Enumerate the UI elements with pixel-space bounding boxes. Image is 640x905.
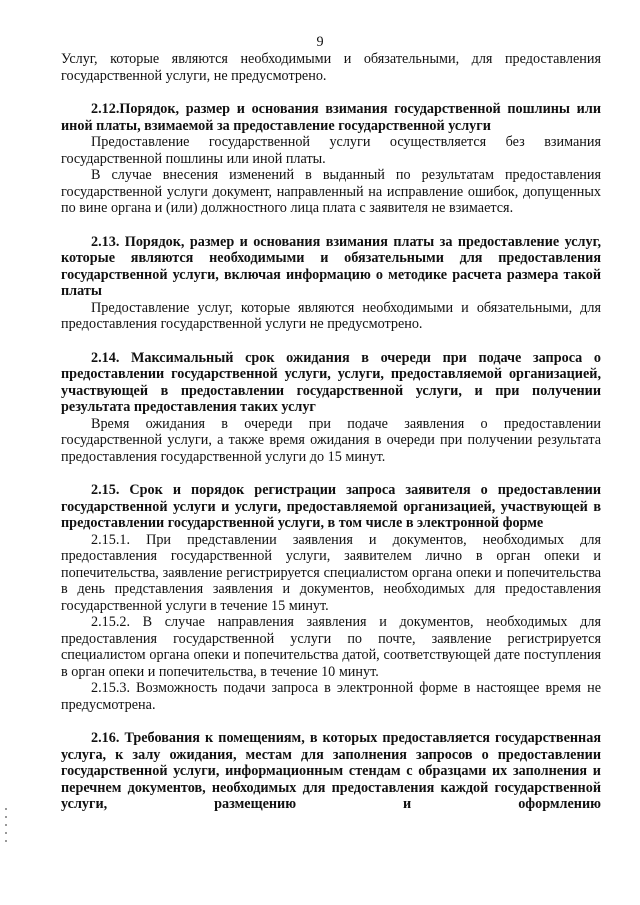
section-heading: 2.16. Требования к помещениям, в которых предоставляется государственная услуга, к залу ожидания, местам для заполнения запросов о предоставлении государственной услуги, информационным стендам с образцами их заполнения и перечнем документов, необходимых для предоставления каждой государственной услуги, размещению и оформлению — [61, 730, 601, 812]
section-gap — [61, 333, 601, 350]
paragraph: Предоставление услуг, которые являются необходимыми и обязательными, для предоставления государственной услуги не предусмотрено. — [61, 299, 601, 332]
section-gap — [61, 84, 601, 101]
section-heading: 2.15. Срок и порядок регистрации запроса заявителя о предоставлении государственной услуги и услуги, предоставляемой организацией, участвующей в предоставлении государственной услуги, в том числе в электронной форме — [61, 482, 601, 531]
paragraph: 2.15.1. При представлении заявления и документов, необходимых для предоставления государственной услуги, заявителем лично в орган опеки и попечительства, заявление регистрируется специалистом органа опеки и попечительства в день представления заявления и документов, необходимых для предоставления государственной услуги в течение 15 минут. — [61, 531, 601, 614]
document-body — [61, 51, 601, 813]
paragraph: Предоставление государственной услуги осуществляется без взимания государственной пошлины или иной платы. — [61, 134, 601, 167]
page-number: 9 — [316, 34, 324, 50]
section-gap — [61, 217, 601, 234]
section-heading: 2.12.Порядок, размер и основания взимания государственной пошлины или иной платы, взимаемой за предоставление государственной услуги — [61, 101, 601, 134]
paragraph: В случае внесения изменений в выданный по результатам предоставления государственной услуги документ, направленный на исправление ошибок, допущенных по вине органа и (или) должностного лица плата с заявителя не взимается. — [61, 167, 601, 216]
section-gap — [61, 713, 601, 730]
section-gap — [61, 465, 601, 482]
margin-marks — [5, 808, 9, 848]
section-heading: 2.14. Максимальный срок ожидания в очереди при подаче запроса о предоставлении государственной услуги, услуги, предоставляемой организацией, участвующей в предоставлении государственной услуги, и при получении результата предоставления таких услуг — [61, 349, 601, 415]
paragraph: Услуг, которые являются необходимыми и обязательными, для предоставления государственной услуги, не предусмотрено. — [61, 51, 601, 84]
section-heading: 2.13. Порядок, размер и основания взимания платы за предоставление услуг, которые являются необходимыми и обязательными для предоставления государственной услуги, включая информацию о методике расчета размера такой платы — [61, 233, 601, 299]
paragraph: 2.15.2. В случае направления заявления и документов, необходимых для предоставления государственной услуги по почте, заявление регистрируется специалистом органа опеки и попечительства датой, соответствующей дате поступления в орган опеки и попечительства, в течение 10 минут. — [61, 614, 601, 680]
paragraph: 2.15.3. Возможность подачи запроса в электронной форме в настоящее время не предусмотрена. — [61, 680, 601, 713]
paragraph: Время ожидания в очереди при подаче заявления о предоставлении государственной услуги, а также время ожидания в очереди при получении результата предоставления государственной услуги до 15 минут. — [61, 415, 601, 465]
